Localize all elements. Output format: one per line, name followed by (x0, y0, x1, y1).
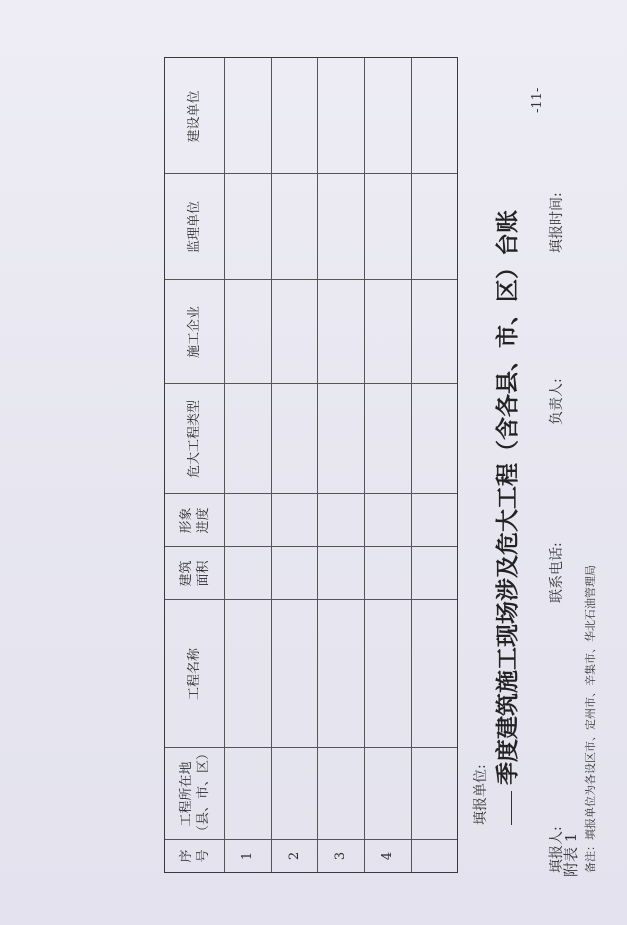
ledger-table (164, 57, 458, 873)
footer-reporter: 填报人: (549, 826, 565, 873)
page-title (489, 95, 522, 825)
header-seq: 序 号 (178, 849, 211, 863)
footer-phone: 联系电话: (549, 542, 565, 603)
table-row-line (224, 58, 225, 872)
header-location: 工程所在地 （县、市、区） (178, 746, 211, 838)
page-number: -11- (530, 87, 545, 113)
header-construction-company: 施工企业 (187, 306, 202, 359)
table-row-line (271, 58, 272, 872)
table-row-line (364, 58, 365, 872)
header-building-area: 建筑 面积 (178, 560, 211, 587)
header-project-name: 工程名称 (187, 648, 202, 701)
table-row-line (411, 58, 412, 872)
row-number-4: 4 (380, 851, 395, 861)
footnote: 备注：填报单位为各设区市、定州市、辛集市、华北石油管理局 (584, 565, 597, 873)
row-number-1: 1 (240, 851, 255, 861)
footer-responsible: 负责人: (549, 378, 565, 425)
title-blank-line (510, 791, 512, 825)
appendix-label: 附表 1 (562, 832, 580, 877)
footer-report-time: 填报时间: (549, 192, 565, 253)
table-row-line (317, 58, 318, 872)
row-number-2: 2 (286, 851, 302, 861)
header-supervision-unit: 监理单位 (187, 201, 202, 254)
row-number-3: 3 (333, 851, 348, 861)
header-construction-owner: 建设单位 (187, 90, 202, 143)
row-number-5 (411, 840, 456, 872)
header-hazard-type: 危大工程类型 (187, 400, 202, 479)
filler-unit-label: 填报单位: (473, 764, 489, 825)
header-progress: 形象 进度 (178, 507, 211, 534)
title-text: 季度建筑施工现场涉及危大工程（含各县、市、区）台账 (495, 210, 521, 785)
